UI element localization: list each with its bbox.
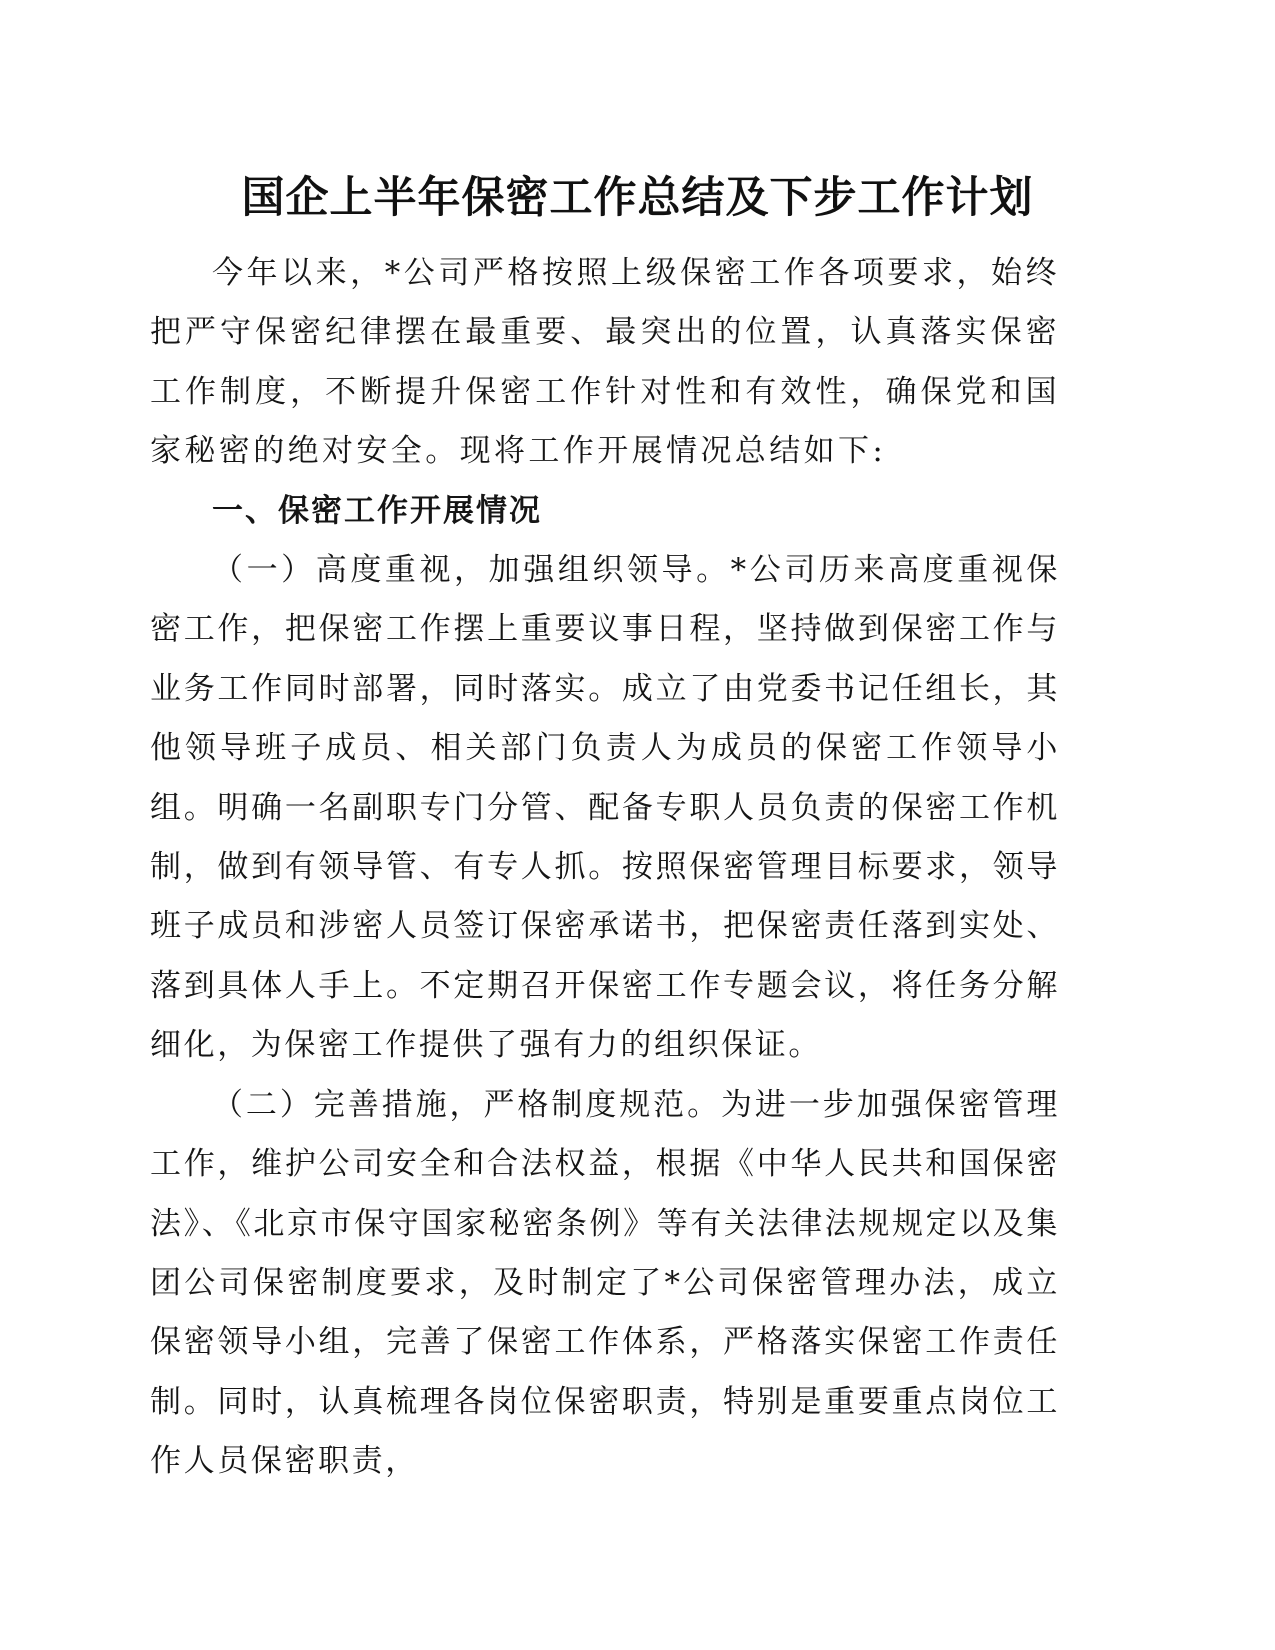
subsection-paragraph-1: （一）高度重视，加强组织领导。*公司历来高度重视保密工作，把保密工作摆上重要议事日程，坚持做到保密工作与业务工作同时部署，同时落实。成立了由党委书记任组长，其他领导班子成员、相关部门负责人为成员的保密工作领导小组。明确一名副职专门分管、配备专职人员负责的保密工作机制，做到有领导管、有专人抓。按照保密管理目标要求，领导班子成员和涉密人员签订保密承诺书，把保密责任落到实处、落到具体人手上。不定期召开保密工作专题会议，将任务分解细化，为保密工作提供了强有力的组织保证。 <box>150 552 1060 1064</box>
intro-paragraph: 今年以来，*公司严格按照上级保密工作各项要求，始终把严守保密纪律摆在最重要、最突出的位置，认真落实保密工作制度，不断提升保密工作针对性和有效性，确保党和国家秘密的绝对安全。现将工作开展情况总结如下: <box>150 255 1060 470</box>
subsection-paragraph-2: （二）完善措施，严格制度规范。为进一步加强保密管理工作，维护公司安全和合法权益，根据《中华人民共和国保密法》、《北京市保守国家秘密条例》等有关法律法规规定以及集团公司保密制度要求，及时制定了*公司保密管理办法，成立保密领导小组，完善了保密工作体系，严格落实保密工作责任制。同时，认真梳理各岗位保密职责，特别是重要重点岗位工作人员保密职责， <box>150 1086 1060 1480</box>
document-body <box>150 244 1060 1492</box>
document-title: 国企上半年保密工作总结及下步工作计划 <box>241 173 1034 223</box>
section-heading: 一、保密工作开展情况 <box>212 492 542 529</box>
